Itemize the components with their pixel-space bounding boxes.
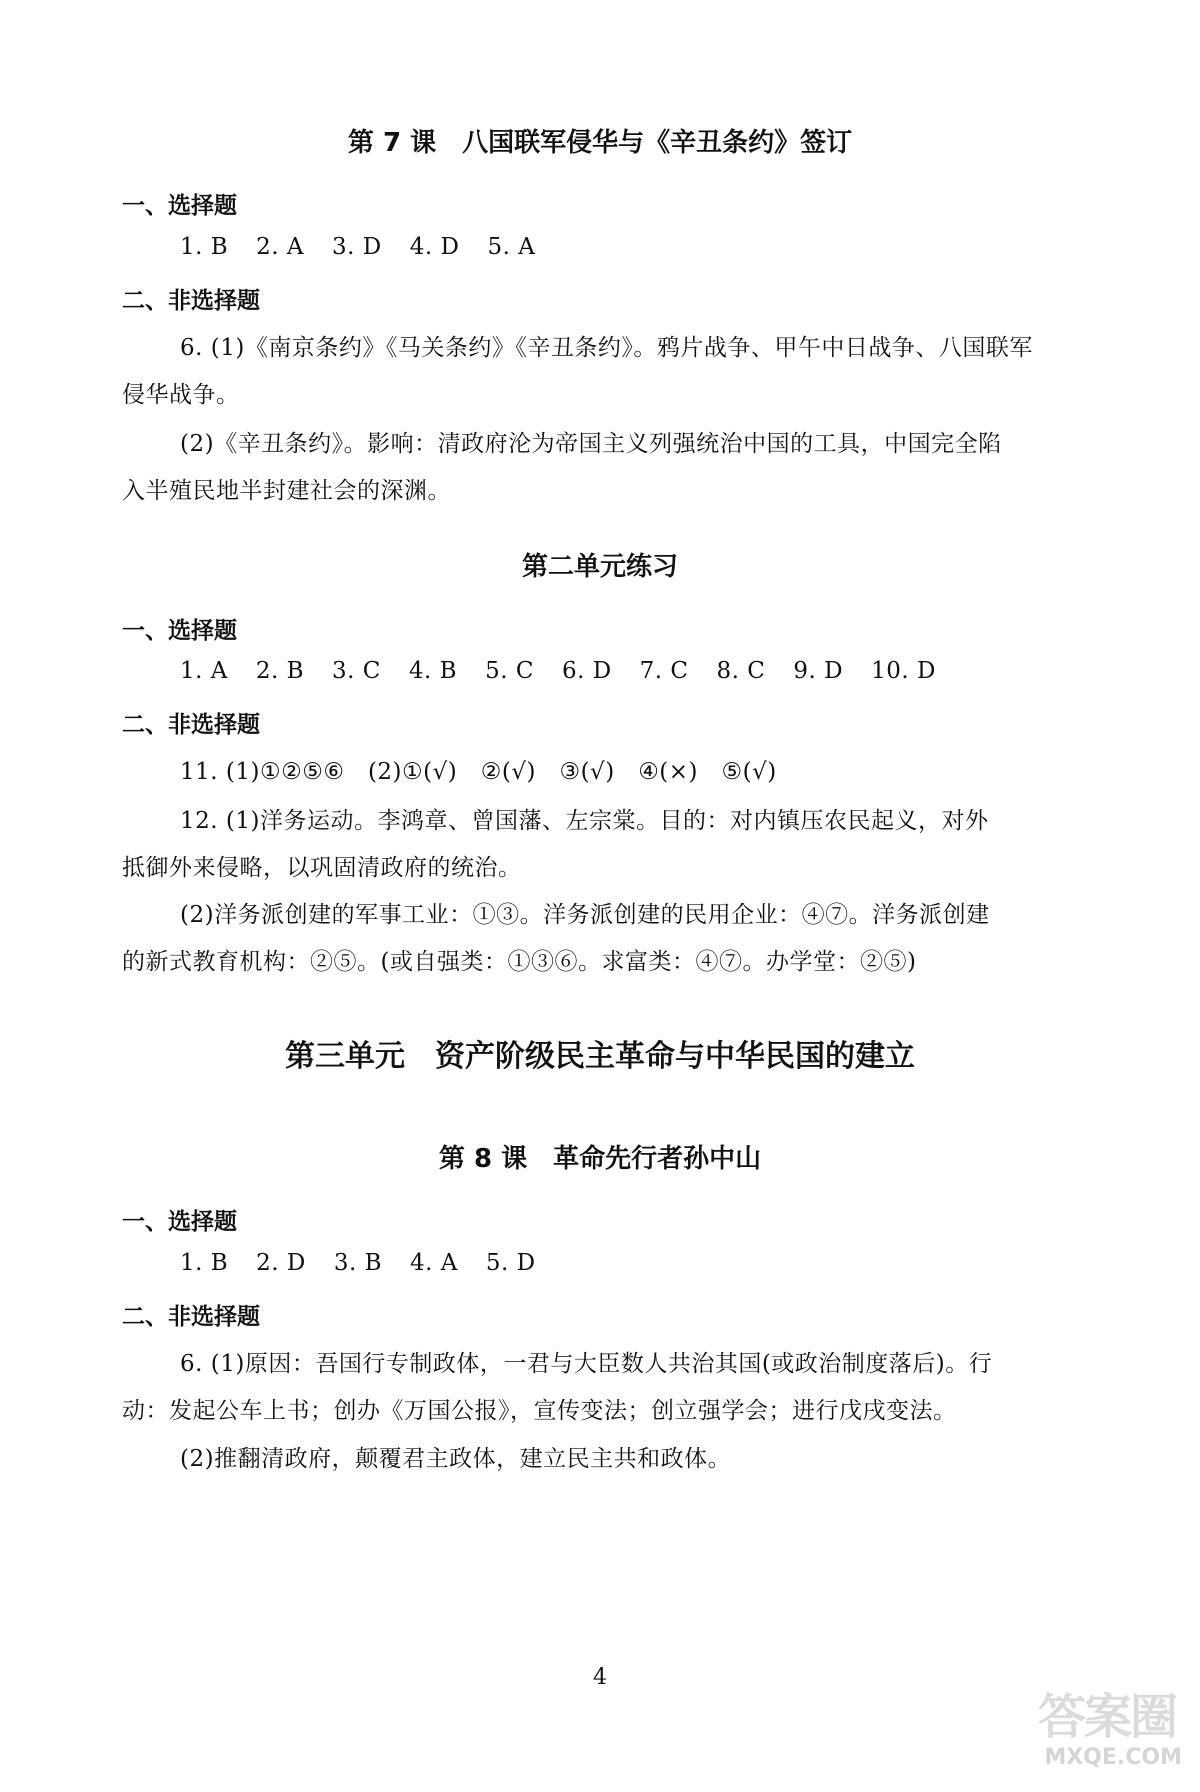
answer-item: 2. A xyxy=(256,234,305,260)
unit2-q12-part1-line1: 12. (1)洋务运动。李鸿章、曾国藩、左宗棠。目的：对内镇压农民起义，对外 xyxy=(180,808,989,834)
unit2-q11: 11. (1)①②⑤⑥ (2)①(√) ②(√) ③(√) ④(×) ⑤(√) xyxy=(180,759,777,785)
answer-item: 5. D xyxy=(485,1250,536,1276)
answer-item: 1. A xyxy=(180,658,228,684)
lesson8-q6-part1-line2: 动：发起公车上书；创办《万国公报》，宣传变法；创立强学会；进行戊戌变法。 xyxy=(122,1398,957,1424)
answer-item: 10. D xyxy=(871,658,936,684)
answer-item: 7. C xyxy=(639,658,689,684)
lesson8-q6-part1-line1: 6. (1)原因：吾国行专制政体，一君与大臣数人共治其国(或政治制度落后)。行 xyxy=(180,1351,993,1377)
unit2-q12-part2-line2: 的新式教育机构：②⑤。(或自强类：①③⑥。求富类：④⑦。办学堂：②⑤) xyxy=(122,949,917,975)
answer-item: 3. C xyxy=(332,658,381,684)
watermark-text: MXQE.COM xyxy=(1044,1745,1182,1770)
unit3-title: 第三单元 资产阶级民主革命与中华民国的建立 xyxy=(285,1039,915,1074)
answer-item: 4. A xyxy=(410,1250,458,1276)
lesson8-title: 第 8 课 革命先行者孙中山 xyxy=(438,1144,762,1174)
lesson8-section-nonchoice: 二、非选择题 xyxy=(122,1304,260,1330)
answer-item: 3. D xyxy=(332,234,382,260)
unit2-choice-answers xyxy=(180,658,964,684)
unit2-q12-part1-line2: 抵御外来侵略，以巩固清政府的统治。 xyxy=(122,855,522,881)
unit2-section-choice: 一、选择题 xyxy=(122,618,237,644)
unit2-title: 第二单元练习 xyxy=(521,552,678,582)
answer-item: 2. D xyxy=(256,1250,306,1276)
answer-item: 4. B xyxy=(408,658,458,684)
watermark-mark-icon: 答案圈 xyxy=(1037,1689,1176,1745)
lesson7-section-choice: 一、选择题 xyxy=(122,193,237,219)
lesson7-q6-part1-line2: 侵华战争。 xyxy=(122,382,240,408)
answer-item: 2. B xyxy=(255,658,305,684)
answer-item: 1. B xyxy=(180,234,229,260)
answer-item: 1. B xyxy=(180,1250,229,1276)
lesson7-section-nonchoice: 二、非选择题 xyxy=(122,288,260,314)
answer-item: 5. C xyxy=(485,658,534,684)
page-number: 4 xyxy=(593,1665,607,1690)
lesson8-choice-answers xyxy=(180,1250,564,1276)
answer-item: 9. D xyxy=(793,658,844,684)
unit2-section-nonchoice: 二、非选择题 xyxy=(122,712,260,738)
lesson8-q6-part2: (2)推翻清政府，颠覆君主政体，建立民主共和政体。 xyxy=(180,1446,732,1472)
lesson7-title: 第 7 课 八国联军侵华与《辛丑条约》签订 xyxy=(347,128,853,158)
lesson7-q6-part1-line1: 6. (1)《南京条约》《马关条约》《辛丑条约》。鸦片战争、甲午中日战争、八国联军 xyxy=(180,335,1033,361)
answer-item: 3. B xyxy=(333,1250,383,1276)
answer-item: 5. A xyxy=(487,234,536,260)
watermark-logo xyxy=(1022,1668,1182,1778)
lesson7-q6-part2-line1: (2)《辛丑条约》。影响：清政府沦为帝国主义列强统治中国的工具，中国完全陷 xyxy=(180,431,1002,457)
lesson7-choice-answers xyxy=(180,234,563,260)
unit2-q12-part2-line1: (2)洋务派创建的军事工业：①③。洋务派创建的民用企业：④⑦。洋务派创建 xyxy=(180,902,990,928)
lesson8-section-choice: 一、选择题 xyxy=(122,1209,237,1235)
answer-item: 6. D xyxy=(561,658,612,684)
answer-item: 4. D xyxy=(409,234,460,260)
answer-item: 8. C xyxy=(716,658,766,684)
lesson7-q6-part2-line2: 入半殖民地半封建社会的深渊。 xyxy=(122,478,451,504)
